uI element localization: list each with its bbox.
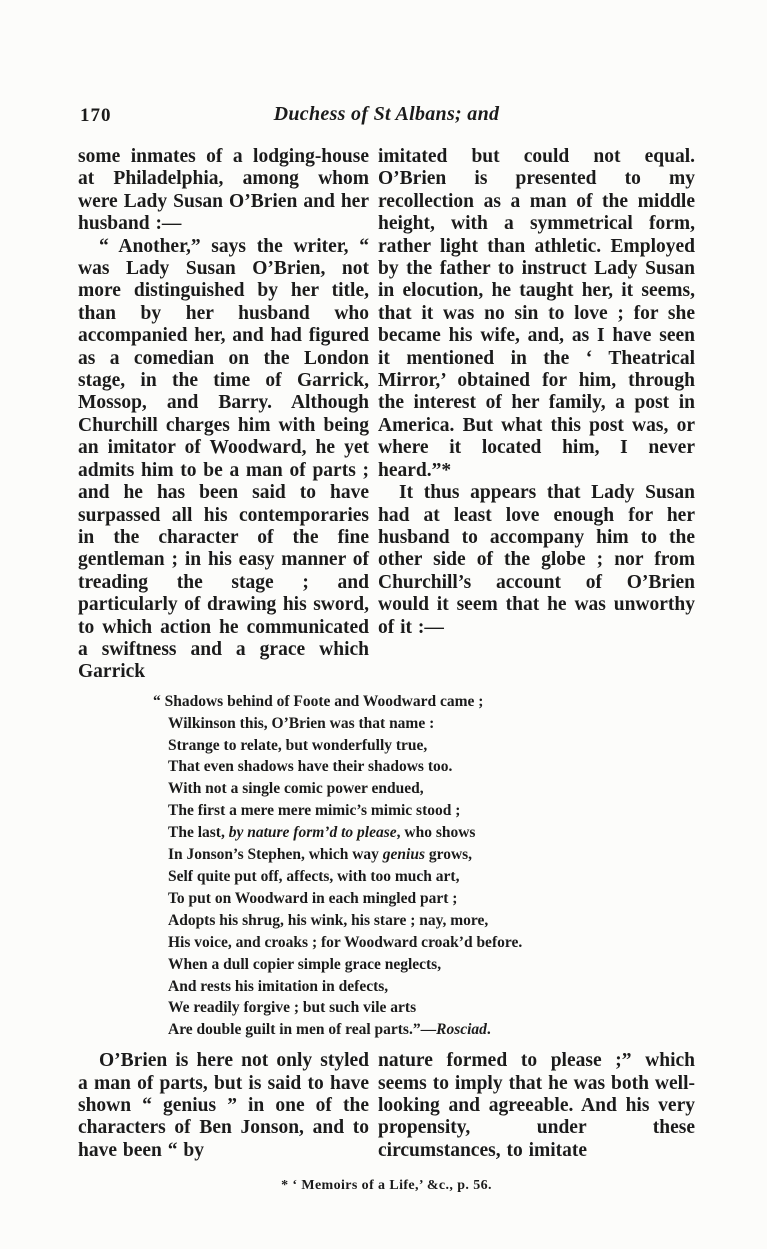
page-content bbox=[78, 146, 695, 1194]
left-column bbox=[78, 146, 369, 684]
poem-text-italic: by nature form’d to please bbox=[228, 824, 397, 842]
poem-line bbox=[168, 866, 695, 888]
poem-text: Strange to relate, but wonderfully true, bbox=[168, 736, 428, 754]
poem-line bbox=[168, 800, 695, 822]
poem-text: Self quite put off, affects, with too much art, bbox=[168, 868, 460, 885]
paragraph-analysis: O’Brien is here not only styled a man of parts, but is said to have shown “ genius ” in one of the characters of Ben Jonson, and to have been “ by bbox=[78, 1050, 369, 1161]
poem-text: The last, bbox=[168, 824, 229, 842]
poem-line bbox=[168, 735, 695, 757]
poem-text: When a dull copier simple grace neglects, bbox=[168, 955, 442, 973]
poem-text: In Jonson’s Stephen, which way bbox=[168, 846, 383, 864]
poem-text: , who shows bbox=[396, 824, 476, 842]
poem-line bbox=[168, 822, 695, 844]
poem-line bbox=[153, 691, 695, 713]
poem-text: The first a mere mere mimic’s mimic stood ; bbox=[168, 802, 461, 820]
paragraph-analysis-continuation: nature formed to please ;” which seems to imply that he was both well-looking and agreeable. And his very propensity, under these circumstances, to imitate bbox=[378, 1050, 695, 1161]
page-number: 170 bbox=[80, 105, 112, 126]
poem-line bbox=[168, 954, 695, 976]
bottom-left-column bbox=[78, 1050, 369, 1162]
paragraph-quote-continuation: imitated but could not equal. O’Brien is presented to my recollection as a man of the middle height, with a symmetrical form, rather light than athletic. Employed by the father to instruct Lady Susan in elocution, he taught her, it seems, that it was no sin to love ; for she became his wife, and, as I have seen it mentioned in the ‘ Theatrical Mirror,’ obtained for him, through the interest of her family, a post in America. But what this post was, or where it located him, I never heard.”* bbox=[378, 146, 695, 481]
right-column bbox=[378, 146, 695, 684]
poem-text: And rests his imitation in defects, bbox=[168, 977, 389, 995]
poem-text: His voice, and croaks ; for Woodward croak’d before. bbox=[168, 933, 523, 951]
poem-text: To put on Woodward in each mingled part ; bbox=[168, 889, 458, 907]
poem-line bbox=[168, 910, 695, 932]
poem-text: . bbox=[486, 1021, 491, 1039]
poem-line bbox=[168, 1019, 695, 1041]
poem-line bbox=[168, 888, 695, 910]
poem-text: That even shadows have their shadows too. bbox=[168, 758, 453, 776]
poem-line bbox=[168, 844, 695, 866]
poem-text: Adopts his shrug, his wink, his stare ; nay, more, bbox=[168, 911, 489, 929]
paragraph-quote-start: “ Another,” says the writer, “ was Lady Susan O’Brien, not more distinguished by her title, than by her husband who accompanied her, and had figured as a comedian on the London stage, in the time of Garrick, Mossop, and Barry. Although Churchill charges him with being an imitator of Woodward, he yet admits him to be a man of parts ; and he has been said to have surpassed all his contemporaries in the character of the fine gentleman ; in his easy manner of treading the stage ; and particularly of drawing his sword, to which action he communicated a swiftness and a grace which Garrick bbox=[78, 235, 369, 683]
poem-line bbox=[168, 997, 695, 1019]
running-title: Duchess of St Albans; and bbox=[273, 103, 500, 125]
page-header bbox=[78, 103, 695, 131]
poem bbox=[153, 691, 695, 1042]
paragraph-commentary: It thus appears that Lady Susan had at least love enough for her husband to accompany him to the other side of the globe ; nor from Churchill’s account of O’Brien would it seem that he was unworthy of it :— bbox=[378, 482, 695, 638]
poem-line bbox=[168, 713, 695, 735]
poem-text-italic: genius bbox=[382, 846, 425, 864]
poem-text-italic: Rosciad bbox=[436, 1021, 487, 1039]
poem-text: Are double guilt in men of real parts.”— bbox=[168, 1021, 437, 1039]
top-columns bbox=[78, 146, 695, 684]
poem-line bbox=[168, 778, 695, 800]
poem-line bbox=[168, 932, 695, 954]
bottom-right-column bbox=[378, 1050, 695, 1162]
poem-text: With not a single comic power endued, bbox=[168, 780, 424, 798]
poem-text: We readily forgive ; but such vile arts bbox=[168, 999, 417, 1017]
paragraph-continuation: some inmates of a lodging-house at Philadelphia, among whom were Lady Susan O’Brien and her husband :— bbox=[78, 146, 369, 235]
bottom-columns bbox=[78, 1050, 695, 1162]
poem-text: Wilkinson this, O’Brien was that name : bbox=[168, 714, 435, 732]
poem-line bbox=[168, 756, 695, 778]
poem-text: grows, bbox=[424, 846, 473, 864]
poem-text: “ Shadows behind of Foote and Woodward came ; bbox=[153, 692, 484, 710]
poem-line bbox=[168, 976, 695, 998]
footnote: * ‘ Memoirs of a Life,’ &c., p. 56. bbox=[281, 1178, 492, 1194]
